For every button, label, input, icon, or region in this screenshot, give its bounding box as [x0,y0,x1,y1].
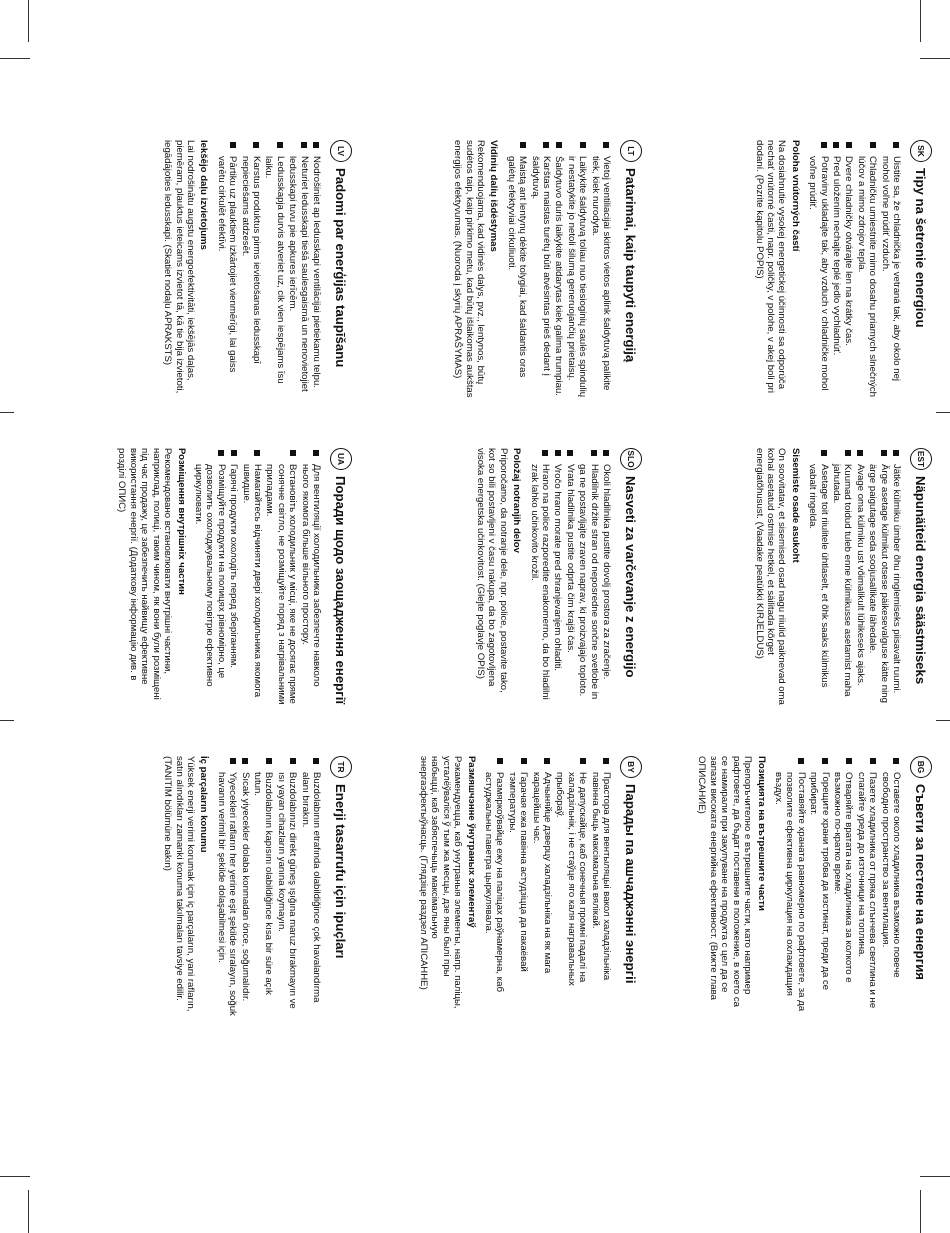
language-badge: SK [910,140,932,162]
list-item: Hrano na police razporedite enakomerno, da bo hladilni zrak lahko učinkovito krožil. [528,448,551,708]
section-title: Поради щодо заощадження енергії [333,476,349,705]
language-badge: BY [620,756,642,778]
subsection-title: Розміщення внутрішніх частин [175,448,187,595]
list-item: Buzdolabının etrafında olabildiğince çok havalandırma alanı bırakın. [299,756,322,1016]
list-item: Potraviny ukladajte tak, aby vzduch v chladničke mohol voľne prúdiť. [807,140,830,400]
list-item: Не дапускайце, каб сонечныя промні падалі на халадзільнік, і не стаўце яго каля награвальных прыбораў. [554,756,588,1016]
body-text: Rekomenduojama, kad vidinės dalys, pvz., lentynos, būtų sudėtos taip, kaip pirkimo metu, kad būtų išlaikomas aukštas energijos efektyvumas. (Nuoroda į skyrių APRAŠYMAS) [452,140,486,398]
list-item: Asetage toit riiulitele ühtlaselt, et õhk saaks külmikus vabalt ringelda. [807,448,830,708]
list-item: Jätke külmiku ümber õhu ringlemiseks piisavalt ruumi. [891,448,902,708]
list-item: Vrata hladilnika pustite odprta čim krajši čas. [564,448,575,708]
list-item: Vročo hrano morate pred shranjevanjem ohladiti. [552,448,563,708]
list-item: Dvere chladničky otvárajte len na krátky čas. [843,140,854,400]
subsection-title: İç parçaların konumu [198,756,210,853]
list-item: Адчыняйце дзверцу халадзільніка на як мага карацейшы час. [530,756,553,1016]
body-text: Na dosiahnutie vysokej energetickej účinnosti sa odporúča nechať vnútorné časti, napr. poličky, v polohe, v akej boli pri dodaní. (Pozrite kapitolu POPIS) [753,140,788,393]
section-sk [753,140,932,400]
list-item: Pred uložením nechajte teplé jedlo vychladnúť. [831,140,842,400]
list-item: Розміщуйте продукти на полицях рівномірно, це дозволить охолоджувальному повітрю ефективно циркулювати. [193,448,227,708]
list-item: Buzdolabınızı direkt güneş ışığına maruz bırakmayın ve ısı yayan cihazların yanına koymayın. [275,756,298,1016]
section-tr [162,756,352,1016]
list-item: Šaldytuvo duris laikykite atidarytas kiek galima trumpiau. [553,140,564,400]
list-item: Okoli hladilnika pustite dovolj prostora za zračenje. [601,448,612,708]
language-badge: UA [330,448,352,470]
list-item: Для вентиляції холодильника забезпечте навколо нього якомога більше вільного простору. [299,448,322,708]
list-item: Laikykite šaldytuvą toliau nuo tiesioginių saulės spindulių ir nestatykite jo netoli šilumą generuojančių prietaisų. [565,140,588,400]
subsection-title: Iekšējo daļu izvietojums [198,140,210,250]
subsection-title: Vidinių dalių išdėstymas [488,140,500,252]
list-item: Avage oma külmiku ust võimalikult lühikeseks ajaks. [854,448,865,708]
section-title: Enerji tasarrufu için ipuçları [333,784,349,959]
list-item: Пазете хладилника от пряка слънчева светлина и не слагайте уреда до източници на топлина. [855,756,878,1016]
list-item: Chladničku umiestnite mimo dosahu priamych slnečných lúčov a mimo zdrojov tepla. [855,140,878,400]
language-badge: SLO [620,448,642,470]
section-title: Näpunäiteid energia säästmiseks [913,476,929,685]
body-text: Priporočamo, da notranje dele, npr. police, postavite tako, kot so bili postavljeni v času nakupa, da bo zagotovljena visoka energetska učinkovitost. (Glejte poglavje OPIS) [474,448,509,693]
body-text: On soovitatav, et sisemised osad nagu riiulid paiknevad oma kohal asetatud ostmise hetkel, et säilitada kõrget energiatõhusust. (Vaadake peatükki KIRJELDUS) [753,448,788,705]
language-badge: LT [620,140,642,162]
list-item: Гарачая ежа павінна астудзіцца да пакаёвай тэмпературы. [506,756,529,1016]
list-item: Maistą ant lentynų dėkite tolygiai, kad šaldantis oras galėtų efektyviai cirkuliuoti. [505,140,528,400]
list-item: Прастора для вентыляцыі вакол халадзільніка павінна быць максімальна вялікай. [589,756,612,1016]
list-item: Kuumad toidud tuleb enne külmikusse asetamist maha jahutada. [831,448,854,708]
list-item: Ärge asetage külmikut otsese päikesevalguse kätte ning ärge paigutage seda soojusallikate lähedale. [867,448,890,708]
list-item: Karstus produktus pirms ievietošanas ledusskapī nepieciešams atdzesēt. [239,140,262,400]
section-title: Patarimai, kaip taupyti energiją [623,168,639,363]
list-item: Hladilnik držite stran od neposredne sončne svetlobe in ga ne postavljajte zraven naprav, ki proizvajajo toploto. [577,448,600,708]
language-badge: BG [910,756,932,778]
language-badge: LV [330,140,352,162]
section-ua [116,448,352,708]
list-item: Намагайтесь відчиняти двері холодильника якомога швидше. [240,448,263,708]
list-item: Nodrošiniet ap ledusskapi ventilācijai pietiekamu telpu. [311,140,322,400]
language-badge: EST [910,448,932,470]
list-item: Встановіть холодильник у місці, яке не досягає пряме сонячне світло, не розміщуйте поряд з нагрівальними приладами. [264,448,298,708]
subsection-title: Sisemiste osade asukoht [789,448,801,563]
subsection-title: Poloha vnútorných častí [789,140,801,252]
list-item: Vietoj ventiliacijai skirtos vietos aplink šaldytuvą palikite tiek, kiek nurodyta. [589,140,612,400]
list-item: Ledusskapja durvis atveriet uz, cik vien iespējams īsu laiku. [263,140,286,400]
section-slo [475,448,642,708]
subsection-title: Размяшчэнне ўнутраных элементаў [465,756,477,928]
list-item: Поставяйте храната равномерно по рафтовете, за да позволите ефективна циркулация на охлаждащия въздух. [773,756,807,1016]
section-title: Nasveti za varčevanje z energijo [623,476,639,678]
subsection-title: Позицията на вътрешните части [755,756,767,911]
body-text: Рекомендовано встановлювати внутрішні частини, наприклад, полиці, таким чином, як вони були розміщені під час продажу, це забезпечить найвищу ефективне використання енергії. (Додаткову інформацію див. в розділі ОПИС) [116,448,174,700]
list-item: Отваряйте вратата на хладилника за колкото е възможно по-кратко време. [832,756,855,1016]
section-est [753,448,932,708]
list-item: Горещите храни трябва да изстинат, преди да се прибират. [808,756,831,1016]
list-item: Pārtiku uz plauktiem izkārtojiet vienmērīgi, lai gaiss varētu cirkulēt efektīvi. [215,140,238,400]
body-text: Рэкамендуецца, каб унутраныя элементы, напр. паліцы, усталёўваліся ў тым жа месцы, дзе яны былі пры набыцці, каб забяспечыць максімальную энергаэфектыўнасць. (Глядзіце раздзел АПІСАННЕ) [417,756,464,1009]
body-text: Препоръчително е вътрешните части, като например рафтовете, да бъдат поставени в положение, в което са се намирали при закупуване на продукта с цел да се запази високата енергийна ефективност. (Вижте глава ОПИСАНИЕ) [696,756,754,1008]
list-item: Neturiet ledusskapi tiešā saulesgaismā un nenovietojiet ledusskapi tuvu pie apkures ierīcēm. [287,140,310,400]
section-lt [452,140,642,400]
section-title: Съвети за пестене на енергия [913,784,929,981]
subsection-title: Položaj notranjih delov [511,448,523,554]
section-title: Padomi par enerģijas taupīšanu [333,168,349,368]
list-item: Karštas maistas turėtų būti atvėsintas prieš dedant į šaldytuvą. [529,140,552,400]
body-text: Yüksek enerji verimi korumak için iç parçaların, yani rafların, satın alındıkları zamanki konuma takılmaları tavsiye edilir. (TANITIM bölümüne bakın) [162,756,196,1012]
section-by [418,756,643,1016]
list-item: Гарячі продукти охолодіть перед зберіганням. [228,448,239,708]
section-lv [162,140,352,400]
section-bg [696,756,932,1016]
list-item: Yiyecekleri rafların her yerine eşit şekilde sıralayın, soğuk havanın verimli bir şekilde dolaşabilmesi için. [215,756,238,1016]
list-item: Sıcak yiyecekler dolaba konmadan önce, soğumalıdır. [239,756,250,1016]
list-item: Размяркоўвайце ежу на паліцах раўнамерна, каб астуджальны паветра цыркулявала. [483,756,506,1016]
list-item: Оставете около хладилника възможно повече свободно пространство за вентилация. [879,756,902,1016]
section-title: Tipy na šetrenie energiou [913,168,929,328]
language-badge: TR [330,756,352,778]
body-text: Lai nodrošinātu augstu energoefektivitāti, iekšējās daļas, piemēram, plauktus ieteicams izvietot tā, kā tie bija izvietoti, iegādājoties ledusskapi. (Skatiet nodaļu APRAKSTS) [162,140,196,394]
list-item: Buzdolabının kapısını olabildiğince kısa bir süre açık tutun. [252,756,275,1016]
section-title: Парады па ашчаджэнні энергіі [623,784,639,984]
list-item: Uistite sa, že chladnička je vetraná tak, aby okolo nej mohol voľne prúdiť vzduch. [879,140,902,400]
